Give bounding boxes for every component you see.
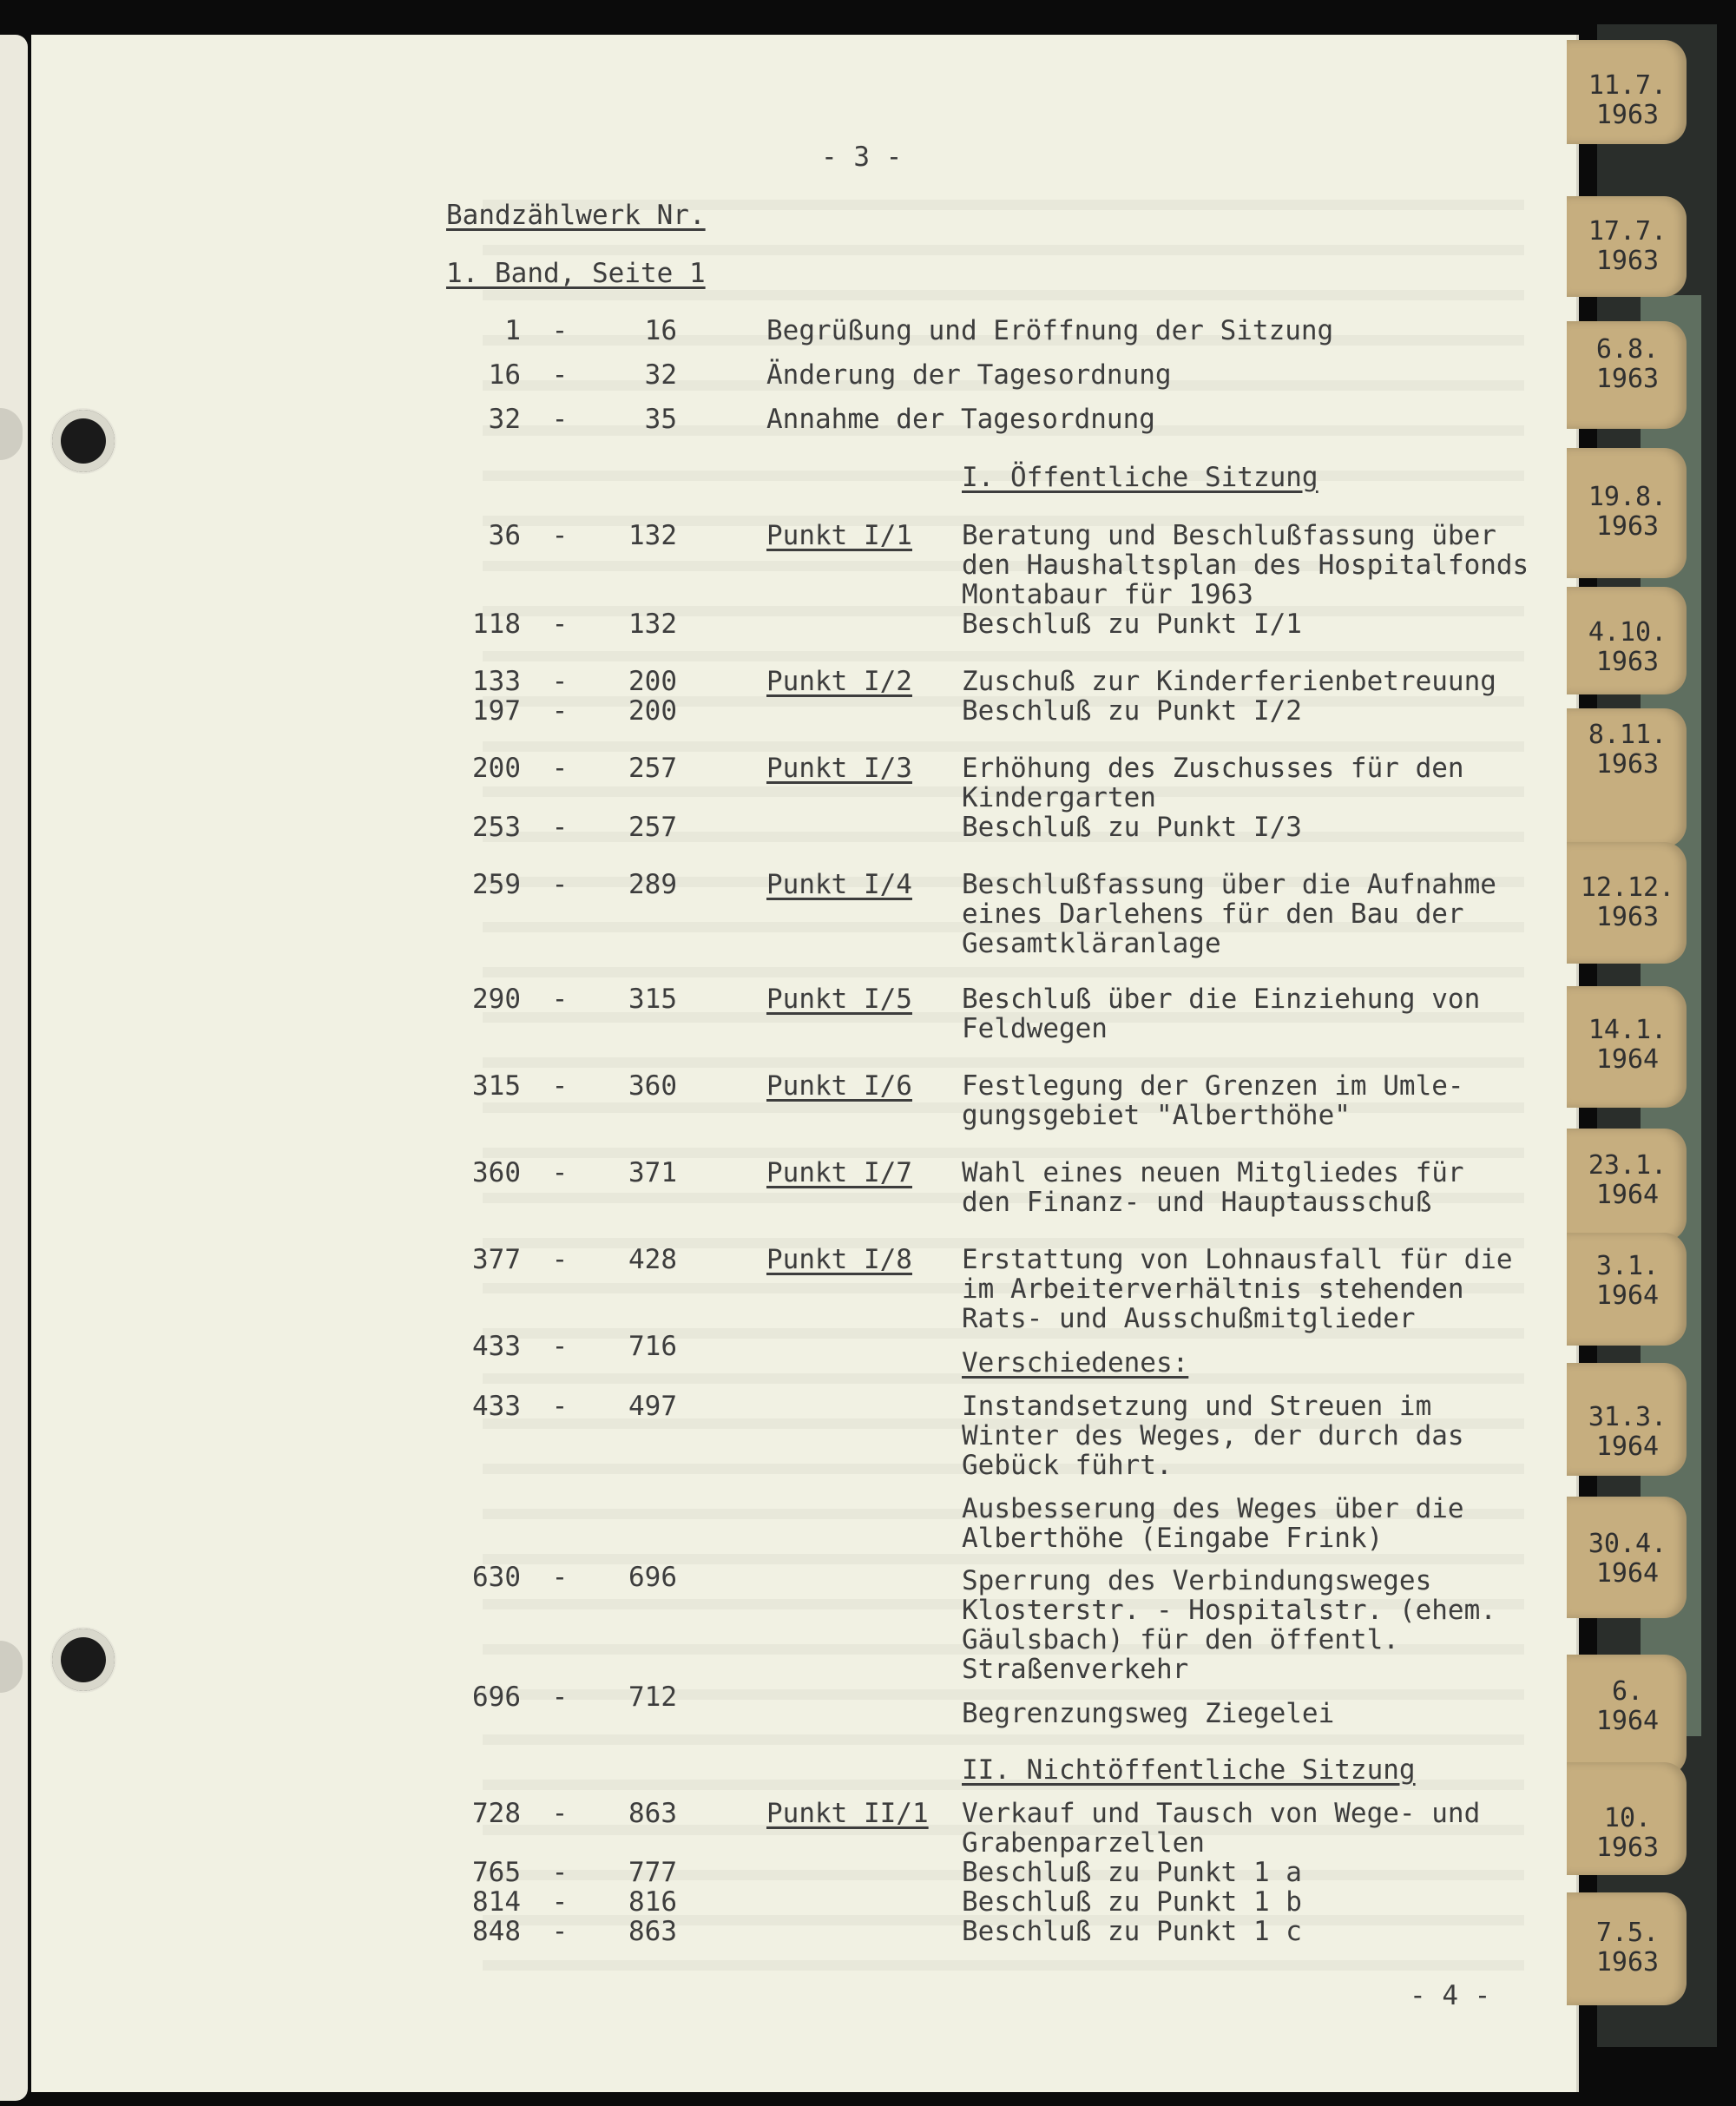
row-text: Beschluß zu Punkt 1 b [962,1886,1302,1918]
row-from: 360 [472,1157,521,1188]
row-text: Beratung und Beschlußfassung über [962,520,1496,551]
left-page-hole [0,408,23,460]
date-tab-label: 30.4. 1964 [1588,1529,1667,1589]
row-dash: - [551,753,569,784]
row-to: 712 [628,1682,677,1713]
row-text: Zuschuß zur Kinderferienbetreuung [962,666,1496,697]
row-dash: - [551,1070,569,1102]
punch-hole [52,1629,115,1691]
row-text: Beschluß zu Punkt I/3 [962,812,1302,843]
row-text: Beschluß zu Punkt 1 a [962,1857,1302,1888]
row-from: 433 [472,1391,521,1422]
row-punkt: Punkt I/8 [766,1244,912,1275]
row-dash: - [551,315,569,346]
date-tab-label: 4.10. 1963 [1588,617,1667,677]
row-to: 371 [628,1157,677,1188]
row-dash: - [551,812,569,843]
row-from: 433 [472,1331,521,1362]
row-to: 863 [628,1798,677,1829]
row-dash: - [551,1157,569,1188]
date-tab-label: 6.8. 1963 [1595,334,1660,394]
date-tab-label: 17.7. 1963 [1588,216,1667,276]
row-text: Ausbesserung des Weges über die [962,1493,1464,1524]
row-text: Instandsetzung und Streuen im [962,1391,1432,1422]
date-tab-label: 12.12. 1963 [1580,872,1675,932]
row-dash: - [551,359,569,391]
row-to: 32 [644,359,677,391]
row-text: Winter des Weges, der durch das [962,1420,1464,1451]
row-text: eines Darlehens für den Bau der [962,898,1464,930]
row-from: 253 [472,812,521,843]
row-to: 716 [628,1331,677,1362]
row-text: Gesamtkläranlage [962,928,1221,959]
row-text: Gäulsbach) für den öffentl. [962,1624,1399,1655]
row-dash: - [551,609,569,640]
row-dash: - [551,984,569,1015]
row-text: Rats- und Ausschußmitglieder [962,1303,1416,1334]
row-from: 765 [472,1857,521,1888]
row-text: Wahl eines neuen Mitgliedes für [962,1157,1464,1188]
row-text: Erstattung von Lohnausfall für die [962,1244,1513,1275]
date-tab-label: 11.7. 1963 [1588,70,1667,130]
row-to: 696 [628,1562,677,1593]
row-from: 377 [472,1244,521,1275]
row-text: den Haushaltsplan des Hospitalfonds [962,550,1529,581]
date-tab-label: 3.1. 1964 [1595,1251,1660,1311]
row-from: 16 [488,359,521,391]
row-text: Verkauf und Tausch von Wege- und [962,1798,1481,1829]
row-dash: - [551,666,569,697]
date-tab-label: 23.1. 1964 [1588,1150,1667,1210]
row-text: gungsgebiet "Alberthöhe" [962,1100,1351,1131]
date-tab-label: 19.8. 1963 [1588,482,1667,542]
row-from: 728 [472,1798,521,1829]
row-punkt: Punkt I/6 [766,1070,912,1102]
row-dash: - [551,1682,569,1713]
subheading: 1. Band, Seite 1 [446,258,706,289]
row-dash: - [551,1331,569,1362]
row-from: 696 [472,1682,521,1713]
row-to: 315 [628,984,677,1015]
row-dash: - [551,404,569,435]
row-text: Begrüßung und Eröffnung der Sitzung [766,315,1334,346]
row-punkt: Punkt I/5 [766,984,912,1015]
row-dash: - [551,1391,569,1422]
date-tab-label: 14.1. 1964 [1588,1015,1667,1075]
row-from: 315 [472,1070,521,1102]
row-from: 848 [472,1916,521,1947]
left-page-edge [0,35,28,2101]
row-dash: - [551,1562,569,1593]
row-text: Beschluß zu Punkt I/1 [962,609,1302,640]
row-to: 16 [644,315,677,346]
row-from: 133 [472,666,521,697]
row-to: 257 [628,753,677,784]
row-dash: - [551,1244,569,1275]
row-to: 200 [628,695,677,727]
row-from: 197 [472,695,521,727]
row-punkt: Punkt I/3 [766,753,912,784]
row-punkt: Punkt I/7 [766,1157,912,1188]
section-public-heading: I. Öffentliche Sitzung [962,462,1318,493]
heading: Bandzählwerk Nr. [446,200,706,231]
row-text: Annahme der Tagesordnung [766,404,1155,435]
row-to: 863 [628,1916,677,1947]
row-from: 32 [488,404,521,435]
row-to: 35 [644,404,677,435]
row-text: Beschluß zu Punkt 1 c [962,1916,1302,1947]
row-punkt: Punkt I/1 [766,520,912,551]
row-punkt: Punkt I/2 [766,666,912,697]
punch-hole [52,410,115,472]
row-from: 630 [472,1562,521,1593]
row-dash: - [551,869,569,900]
row-to: 428 [628,1244,677,1275]
date-tab-label: 10. 1963 [1595,1803,1660,1863]
row-from: 1 [504,315,521,346]
row-text: Änderung der Tagesordnung [766,359,1172,391]
row-text: im Arbeiterverhältnis stehenden [962,1273,1464,1305]
row-text: Straßenverkehr [962,1654,1189,1685]
row-text: Kindergarten [962,782,1156,813]
row-dash: - [551,1916,569,1947]
row-to: 132 [628,520,677,551]
date-tab-label: 6. 1964 [1595,1676,1660,1736]
date-tab-label: 8.11. 1963 [1588,720,1667,780]
row-text: Festlegung der Grenzen im Umle- [962,1070,1464,1102]
row-from: 290 [472,984,521,1015]
page-number: - 3 - [821,141,903,173]
row-dash: - [551,695,569,727]
row-text: den Finanz- und Hauptausschuß [962,1187,1432,1218]
row-text: Begrenzungsweg Ziegelei [962,1698,1335,1729]
row-to: 777 [628,1857,677,1888]
row-to: 360 [628,1070,677,1102]
row-to: 132 [628,609,677,640]
row-to: 289 [628,869,677,900]
row-from: 118 [472,609,521,640]
row-punkt: Punkt I/4 [766,869,912,900]
row-to: 497 [628,1391,677,1422]
row-to: 200 [628,666,677,697]
row-to: 257 [628,812,677,843]
row-text: Sperrung des Verbindungsweges [962,1565,1432,1596]
row-text: Beschluß über die Einziehung von [962,984,1481,1015]
date-tab-label: 7.5. 1963 [1595,1918,1660,1978]
row-text: Montabaur für 1963 [962,579,1253,610]
next-page-ref: - 4 - [1410,1980,1491,2011]
row-dash: - [551,1886,569,1918]
row-punkt: Punkt II/1 [766,1798,929,1829]
row-to: 816 [628,1886,677,1918]
row-dash: - [551,1857,569,1888]
date-tab-label: 31.3. 1964 [1588,1402,1667,1462]
row-text: Gebück führt. [962,1450,1173,1481]
row-from: 814 [472,1886,521,1918]
row-text: Feldwegen [962,1013,1108,1044]
row-text: Beschluß zu Punkt I/2 [962,695,1302,727]
row-from: 259 [472,869,521,900]
row-text: Grabenparzellen [962,1827,1205,1859]
section-misc-heading: Verschiedenes: [962,1347,1189,1379]
row-text: Erhöhung des Zuschusses für den [962,753,1464,784]
row-dash: - [551,520,569,551]
row-text: Klosterstr. - Hospitalstr. (ehem. [962,1595,1496,1626]
row-text: Alberthöhe (Eingabe Frink) [962,1523,1384,1554]
row-from: 36 [488,520,521,551]
left-page-hole [0,1641,23,1693]
row-text: Beschlußfassung über die Aufnahme [962,869,1496,900]
section-nonpublic-heading: II. Nichtöffentliche Sitzung [962,1754,1416,1786]
row-from: 200 [472,753,521,784]
row-dash: - [551,1798,569,1829]
